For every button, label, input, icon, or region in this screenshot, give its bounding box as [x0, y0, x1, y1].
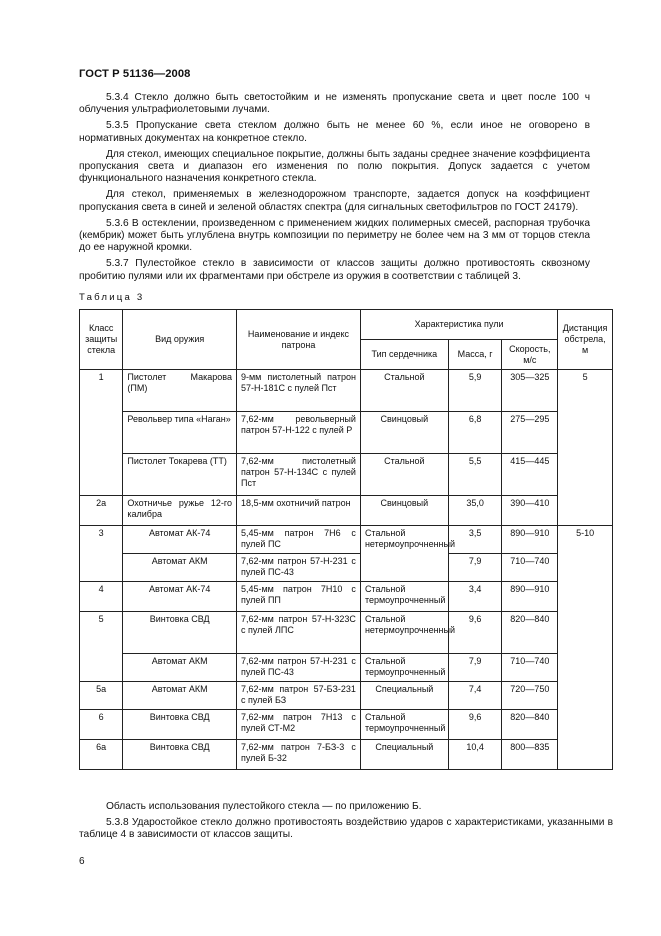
- cell-cartridge: 7,62-мм патрон 57-Н-323С с пулей ЛПС: [236, 612, 360, 654]
- paragraph-5-3-8: 5.3.8 Ударостойкое стекло должно противостоять воздействию ударов с характеристиками, указанными в таблице 4 в зависимости от классов защиты.: [79, 817, 613, 841]
- cell-core: Специальный: [360, 682, 448, 710]
- cell-speed: 890—910: [502, 526, 558, 554]
- cell-weapon: Охотничье ружье 12-го калибра: [123, 496, 237, 526]
- header-bullet: Характеристика пули: [360, 310, 557, 340]
- table-row: [80, 526, 613, 554]
- cell-speed: 720—750: [502, 682, 558, 710]
- cell-weapon: Автомат АК-74: [123, 582, 237, 612]
- table-row: [80, 710, 613, 740]
- header-distance: Дистанция обстрела, м: [558, 310, 613, 370]
- cell-weapon: Винтовка СВД: [123, 740, 237, 770]
- cell-speed: 275—295: [502, 412, 558, 454]
- table-row: [80, 612, 613, 654]
- table-row: [80, 370, 613, 412]
- paragraph-5-3-4: 5.3.4 Стекло должно быть светостойким и не изменять пропускание света и цвет после 100 ч облучения ультрафиолетовыми лучами.: [79, 92, 590, 116]
- cell-mass: 9,6: [448, 612, 502, 654]
- cell-class: 3: [80, 526, 123, 582]
- cell-core: Стальной: [360, 454, 448, 496]
- cell-class: 5: [80, 612, 123, 682]
- cell-core: Специальный: [360, 740, 448, 770]
- cell-mass: 7,9: [448, 654, 502, 682]
- table-row: [80, 654, 613, 682]
- cell-cartridge: 7,62-мм патрон 57-Н-231 с пулей ПС-43: [236, 654, 360, 682]
- cell-core: Свинцовый: [360, 412, 448, 454]
- cell-core: Стальной термоупрочненный: [360, 710, 448, 740]
- cell-weapon: Пистолет Макарова (ПМ): [123, 370, 237, 412]
- table-row: [80, 582, 613, 612]
- header-weapon: Вид оружия: [123, 310, 237, 370]
- cell-class: 6а: [80, 740, 123, 770]
- header-core: Тип сердечника: [360, 340, 448, 370]
- paragraph-5-3-7: 5.3.7 Пулестойкое стекло в зависимости от классов защиты должно противостоять сквозному пробитию пулями или их фрагментами при обстреле из оружия в соответствии с таблицей 3.: [79, 258, 590, 282]
- cell-core: Свинцовый: [360, 496, 448, 526]
- cell-speed: 890—910: [502, 582, 558, 612]
- cell-mass: 7,4: [448, 682, 502, 710]
- cell-mass: 35,0: [448, 496, 502, 526]
- table-row: [80, 740, 613, 770]
- cell-weapon: Автомат АК-74: [123, 526, 237, 554]
- cell-cartridge: 7,62-мм патрон 57-БЗ-231 с пулей БЗ: [236, 682, 360, 710]
- body-text: [79, 92, 590, 287]
- cell-core: Стальной: [360, 370, 448, 412]
- cell-mass: 10,4: [448, 740, 502, 770]
- cell-weapon: Револьвер типа «Наган»: [123, 412, 237, 454]
- cell-cartridge: 7,62-мм патрон 57-Н-231 с пулей ПС-43: [236, 554, 360, 582]
- cell-core: Стальной термоупрочненный: [360, 582, 448, 612]
- cell-mass: 3,4: [448, 582, 502, 612]
- cell-distance: 5: [558, 370, 613, 526]
- table-row: [80, 412, 613, 454]
- header-cartridge: Наименование и индекс патрона: [236, 310, 360, 370]
- header-speed: Скорость, м/с: [502, 340, 558, 370]
- header-class: Класс защиты стекла: [80, 310, 123, 370]
- table-row: [80, 496, 613, 526]
- cell-speed: 305—325: [502, 370, 558, 412]
- cell-cartridge: 7,62-мм пистолетный патрон 57-Н-134С с пулей Пст: [236, 454, 360, 496]
- document-header: ГОСТ Р 51136—2008: [79, 68, 191, 80]
- cell-speed: 820—840: [502, 710, 558, 740]
- cell-class: 6: [80, 710, 123, 740]
- page-number: 6: [79, 856, 85, 867]
- cell-class: 1: [80, 370, 123, 496]
- cell-speed: 415—445: [502, 454, 558, 496]
- cell-speed: 710—740: [502, 554, 558, 582]
- paragraph-usage: Область использования пулестойкого стекла — по приложению Б.: [106, 801, 422, 812]
- cell-weapon: Винтовка СВД: [123, 612, 237, 654]
- table-row: [80, 454, 613, 496]
- cell-cartridge: 7,62-мм патрон 7-БЗ-3 с пулей Б-32: [236, 740, 360, 770]
- table-row: [80, 682, 613, 710]
- cell-weapon: Автомат АКМ: [123, 682, 237, 710]
- cell-speed: 710—740: [502, 654, 558, 682]
- cell-mass: 3,5: [448, 526, 502, 554]
- cell-cartridge: 5,45-мм патрон 7Н6 с пулей ПС: [236, 526, 360, 554]
- cell-speed: 390—410: [502, 496, 558, 526]
- bullet-resistance-table: [79, 309, 613, 770]
- paragraph-coating: Для стекол, имеющих специальное покрытие, должны быть заданы среднее значение коэффициента пропускания света и диапазон его изменения по полю покрытия. Допуск задается с учетом функционального назначения конкретного стекла.: [79, 148, 590, 185]
- cell-speed: 820—840: [502, 612, 558, 654]
- cell-core: Стальной термоупрочненный: [360, 654, 448, 682]
- cell-weapon: Винтовка СВД: [123, 710, 237, 740]
- cell-weapon: Автомат АКМ: [123, 554, 237, 582]
- paragraph-5-3-5: 5.3.5 Пропускание света стеклом должно быть не менее 60 %, если иное не оговорено в нормативных документах на конкретное стекло.: [79, 120, 590, 144]
- cell-cartridge: 7,62-мм револьверный патрон 57-Н-122 с пулей Р: [236, 412, 360, 454]
- after-table-text: [79, 801, 613, 846]
- cell-mass: 9,6: [448, 710, 502, 740]
- table-row: [80, 554, 613, 582]
- table-caption: Таблица 3: [79, 292, 145, 303]
- cell-weapon: Автомат АКМ: [123, 654, 237, 682]
- cell-cartridge: 7,62-мм патрон 7Н13 с пулей СТ-М2: [236, 710, 360, 740]
- cell-class: 5а: [80, 682, 123, 710]
- cell-mass: 7,9: [448, 554, 502, 582]
- paragraph-5-3-6: 5.3.6 В остеклении, произведенном с применением жидких полимерных смесей, распорная трубочка (кембрик) может быть углублена внутрь композиции по периметру не более чем на 3 мм от торцов стекла до ее наружной кромки.: [79, 217, 590, 254]
- cell-weapon: Пистолет Токарева (ТТ): [123, 454, 237, 496]
- cell-cartridge: 18,5-мм охотничий патрон: [236, 496, 360, 526]
- cell-class: 2а: [80, 496, 123, 526]
- header-mass: Масса, г: [448, 340, 502, 370]
- cell-mass: 5,9: [448, 370, 502, 412]
- cell-cartridge: 9-мм пистолетный патрон 57-Н-181С с пулей Пст: [236, 370, 360, 412]
- cell-distance: 5-10: [558, 526, 613, 770]
- cell-core: Стальной нетермоупрочненный: [360, 612, 448, 654]
- cell-mass: 5,5: [448, 454, 502, 496]
- cell-speed: 800—835: [502, 740, 558, 770]
- cell-class: 4: [80, 582, 123, 612]
- cell-mass: 6,8: [448, 412, 502, 454]
- cell-core: Стальной нетермоупрочненный: [360, 526, 448, 582]
- cell-cartridge: 5,45-мм патрон 7Н10 с пулей ПП: [236, 582, 360, 612]
- paragraph-railway: Для стекол, применяемых в железнодорожном транспорте, задается допуск на коэффициент пропускания света в синей и зеленой областях спектра (для сигнальных светофильтров по ГОСТ 24179).: [79, 189, 590, 213]
